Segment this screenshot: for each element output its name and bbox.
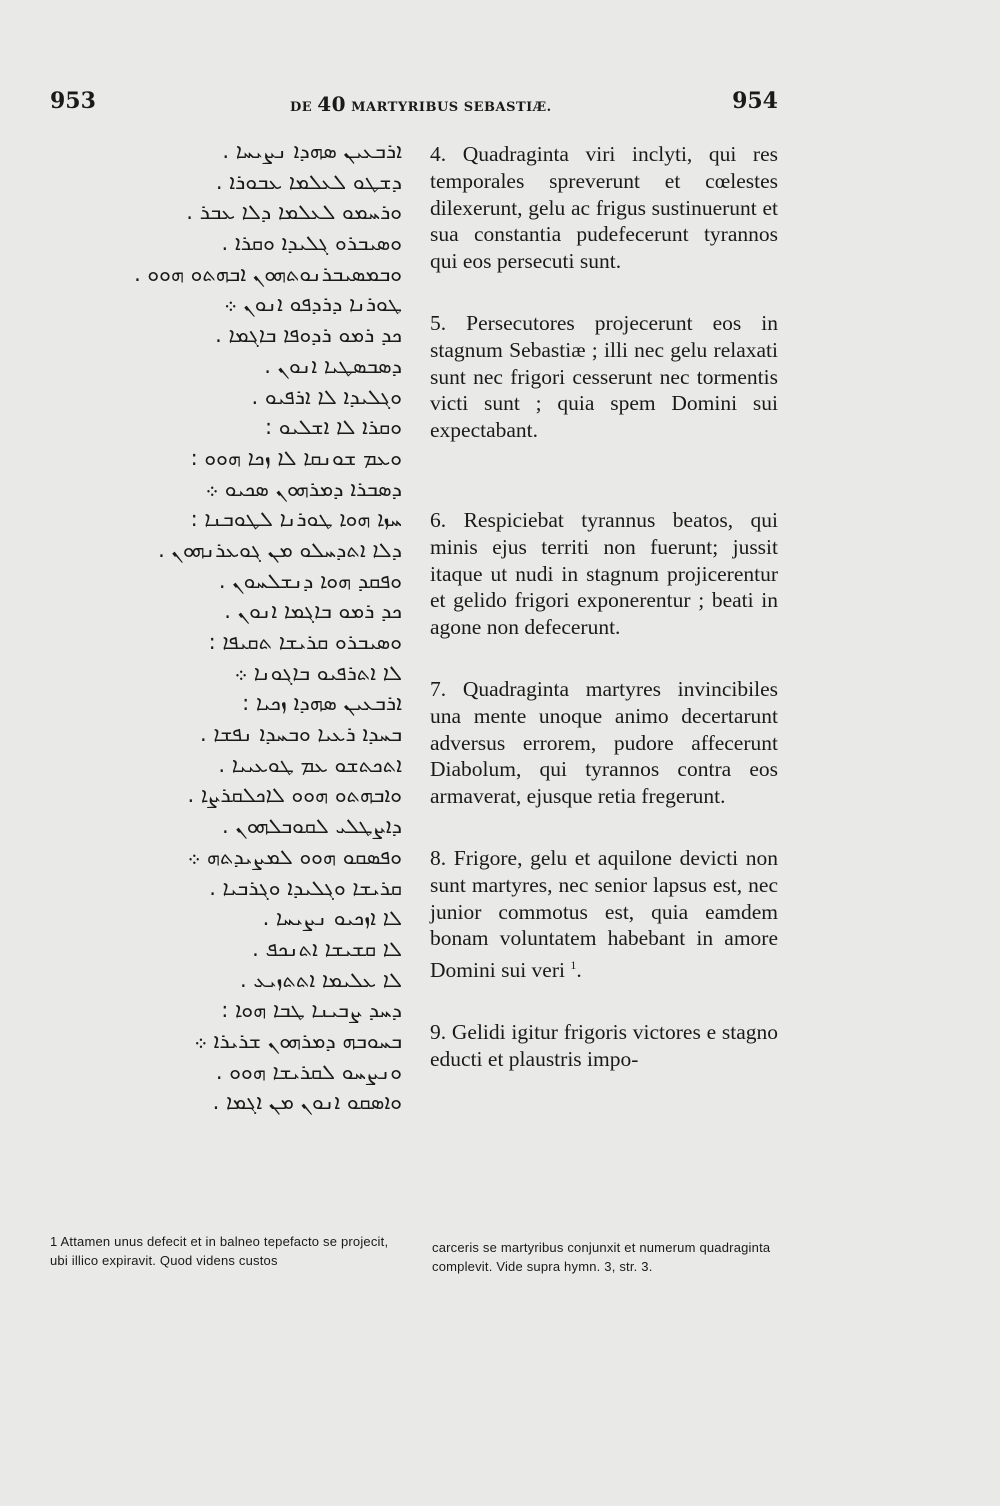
syriac-line: ܘܐܒܗܬܘ ܗܘܘ ܠܐܟܠܩܪܨܐ .: [187, 783, 402, 808]
syriac-line: ܐܪܒܥܝܢ ܣܗܕܐ ܢܨܝܚܐ .: [222, 139, 402, 163]
syriac-line: ܕܣܒܪܐ ܕܡܪܗܘܢ ܣܟܝܘ ܀: [205, 476, 402, 501]
footnote-left: 1 Attamen unus defecit et in balneo tepefacto se projecit, ubi illico expiravit. Quod videns custos: [50, 1234, 389, 1268]
running-header: [0, 88, 1000, 118]
syriac-line: ܕܫܛܘ ܠܥܠܡܐ ܥܒܘܪܐ .: [215, 169, 402, 194]
syriac-line: ܟܕ ܪܡܘ ܪܕܘܦܐ ܒܐܓܡܐ .: [215, 323, 402, 348]
syriac-line: ܚܙܐ ܗܘܐ ܛܘܪܢܐ ܠܛܘܒܢܐ :: [190, 507, 402, 532]
stanza-9: [430, 1019, 778, 1073]
stanza-5: [430, 310, 778, 444]
syriac-line: ܕܚܕ ܨܒܝܢܐ ܛܒܐ ܗܘܐ :: [221, 998, 402, 1023]
stanza-text: Gelidi igitur frigoris victores e stagno educti et plaustris impo-: [430, 1020, 779, 1071]
stanza-7: [430, 676, 778, 810]
page-number-right: 954: [732, 88, 778, 114]
syriac-line: ܠܐ ܩܫܝܫܐ ܐܬܢܟܦ .: [252, 936, 402, 961]
syriac-line: ܩܪܝܫܐ ܘܓܠܝܕܐ ܘܓܪܒܝܐ .: [209, 875, 402, 900]
stanza-4: [430, 141, 778, 275]
stanza-number: 8.: [430, 845, 447, 870]
syriac-line: ܕܐܨܛܠܝ ܠܩܘܒܠܗܘܢ .: [221, 814, 402, 839]
syriac-text-column: [40, 136, 412, 1118]
syriac-line: ܘܦܣܩܘ ܗܘܘ ܠܡܨܝܕܬܗ ܀: [187, 844, 402, 869]
stanza-text: Frigore, gelu et aquilone devicti non sunt martyres, nec senior lapsus est, nec junior commotus est, quia eamdem bonam voluntatem habebant in amore Domini sui veri: [430, 845, 778, 983]
syriac-line: ܘܐܣܩܘ ܐܢܘܢ ܡܢ ܐܓܡܐ .: [212, 1090, 402, 1115]
title-prefix: DE: [290, 100, 313, 115]
running-title: [290, 92, 552, 116]
syriac-line: ܐܬܟܬܫܘ ܥܡ ܛܘܥܝܝܐ .: [218, 752, 402, 777]
stanza-number: 4.: [430, 142, 447, 166]
syriac-line: ܒܚܘܒܗ ܕܡܪܗܘܢ ܫܪܝܪܐ ܀: [194, 1028, 402, 1053]
stanza-text: Respiciebat tyrannus beatos, qui minis ejus territi non fuerunt; jussit itaque ut nudi in stagnum projicerentur et gelido frigori exponerentur ; beati in agone non defecerunt.: [430, 507, 778, 640]
stanza-6: [430, 507, 778, 641]
syriac-line: ܐܪܒܥܝܢ ܣܗܕܐ ܙܟܝܐ :: [242, 691, 402, 716]
stanza-number: 9.: [430, 1020, 447, 1045]
syriac-line: ܕܠܐ ܐܬܕܚܠܘ ܡܢ ܓܘܥܪܢܗܘܢ .: [158, 537, 402, 562]
syriac-line: ܘܢܨܚܘ ܠܩܪܝܫܐ ܗܘܘ .: [215, 1059, 402, 1084]
syriac-line: ܠܐ ܐܬܪܦܝܘ ܒܐܓܘܢܐ ܀: [234, 660, 402, 685]
syriac-line: ܘܦܩܕ ܗܘܐ ܕܢܫܠܚܘܢ .: [218, 568, 402, 593]
syriac-line: ܘܩܪܐ ܠܐ ܐܫܠܝܘ :: [265, 415, 402, 440]
syriac-line: ܘܒܡܣܝܒܪܢܘܬܗܘܢ ܐܒܗܬܘ ܗܘܘ .: [134, 261, 402, 286]
stanza-tail: .: [576, 958, 582, 983]
stanza-number: 7.: [430, 676, 447, 701]
syriac-line: ܠܐ ܐܙܟܝܘ ܢܨܝܚܐ .: [262, 906, 402, 931]
syriac-line: ܠܐ ܥܠܝܡܐ ܐܬܬܙܝܥ .: [240, 967, 402, 992]
stanza-text: Quadraginta martyres invincibiles una mente unoque animo decertarunt adversus errorem, pudore affecerunt Diabolum, qui tyrannos contra eos armaverat, ejusque retia fregerunt.: [430, 676, 778, 809]
page-number-left: 953: [50, 88, 96, 114]
syriac-line: ܘܓܠܝܕܐ ܠܐ ܐܪܦܝܘ .: [251, 384, 402, 409]
syriac-line: ܕܣܒܣܛܝܐ ܐܢܘܢ .: [264, 353, 402, 378]
syriac-line: ܘܥܡ ܫܘܢܩܐ ܠܐ ܙܟܐ ܗܘܘ :: [190, 445, 402, 470]
syriac-line: ܘܪܚܡܘ ܠܥܠܡܐ ܕܠܐ ܥܒܪ .: [186, 200, 402, 225]
latin-text-column: [430, 141, 778, 1073]
syriac-line: ܛܘܪܢܐ ܕܪܕܦܘ ܐܢܘܢ ܀: [224, 292, 402, 317]
stanza-number: 5.: [430, 310, 447, 335]
footnote-marker: 1: [570, 958, 577, 973]
syriac-line: ܘܣܝܒܪܘ ܩܪܝܫܐ ܬܩܝܦܐ :: [208, 630, 402, 654]
title-number: 40: [317, 92, 347, 116]
stanza-text: Quadraginta viri inclyti, qui res temporales spreverunt et cœlestes dilexerunt, gelu ac frigus sustinuerunt et sua constantia pudefecerunt tyrannos qui eos persecuti sunt.: [430, 142, 778, 274]
stanza-text: Persecutores projecerunt eos in stagnum Sebastiæ ; illi nec gelu relaxati sunt nec frigori cesserunt nec tormentis victi sunt ; quia spem Domini sui expectabant.: [430, 310, 778, 443]
footnote-right: carceris se martyribus conjunxit et numerum quadraginta complevit. Vide supra hymn. 3, str. 3.: [432, 1240, 771, 1274]
syriac-line: ܘܣܝܒܪܘ ܓܠܝܕܐ ܘܩܪܐ .: [221, 231, 402, 256]
syriac-line: ܒܚܕܐ ܪܥܝܐ ܘܒܚܕܐ ܢܦܫܐ .: [200, 722, 402, 747]
stanza-number: 6.: [430, 507, 447, 532]
title-rest: MARTYRIBUS SEBASTIÆ.: [351, 100, 552, 115]
syriac-line: ܟܕ ܪܡܘ ܒܐܓܡܐ ܐܢܘܢ .: [224, 599, 402, 624]
stanza-8: [430, 845, 778, 984]
